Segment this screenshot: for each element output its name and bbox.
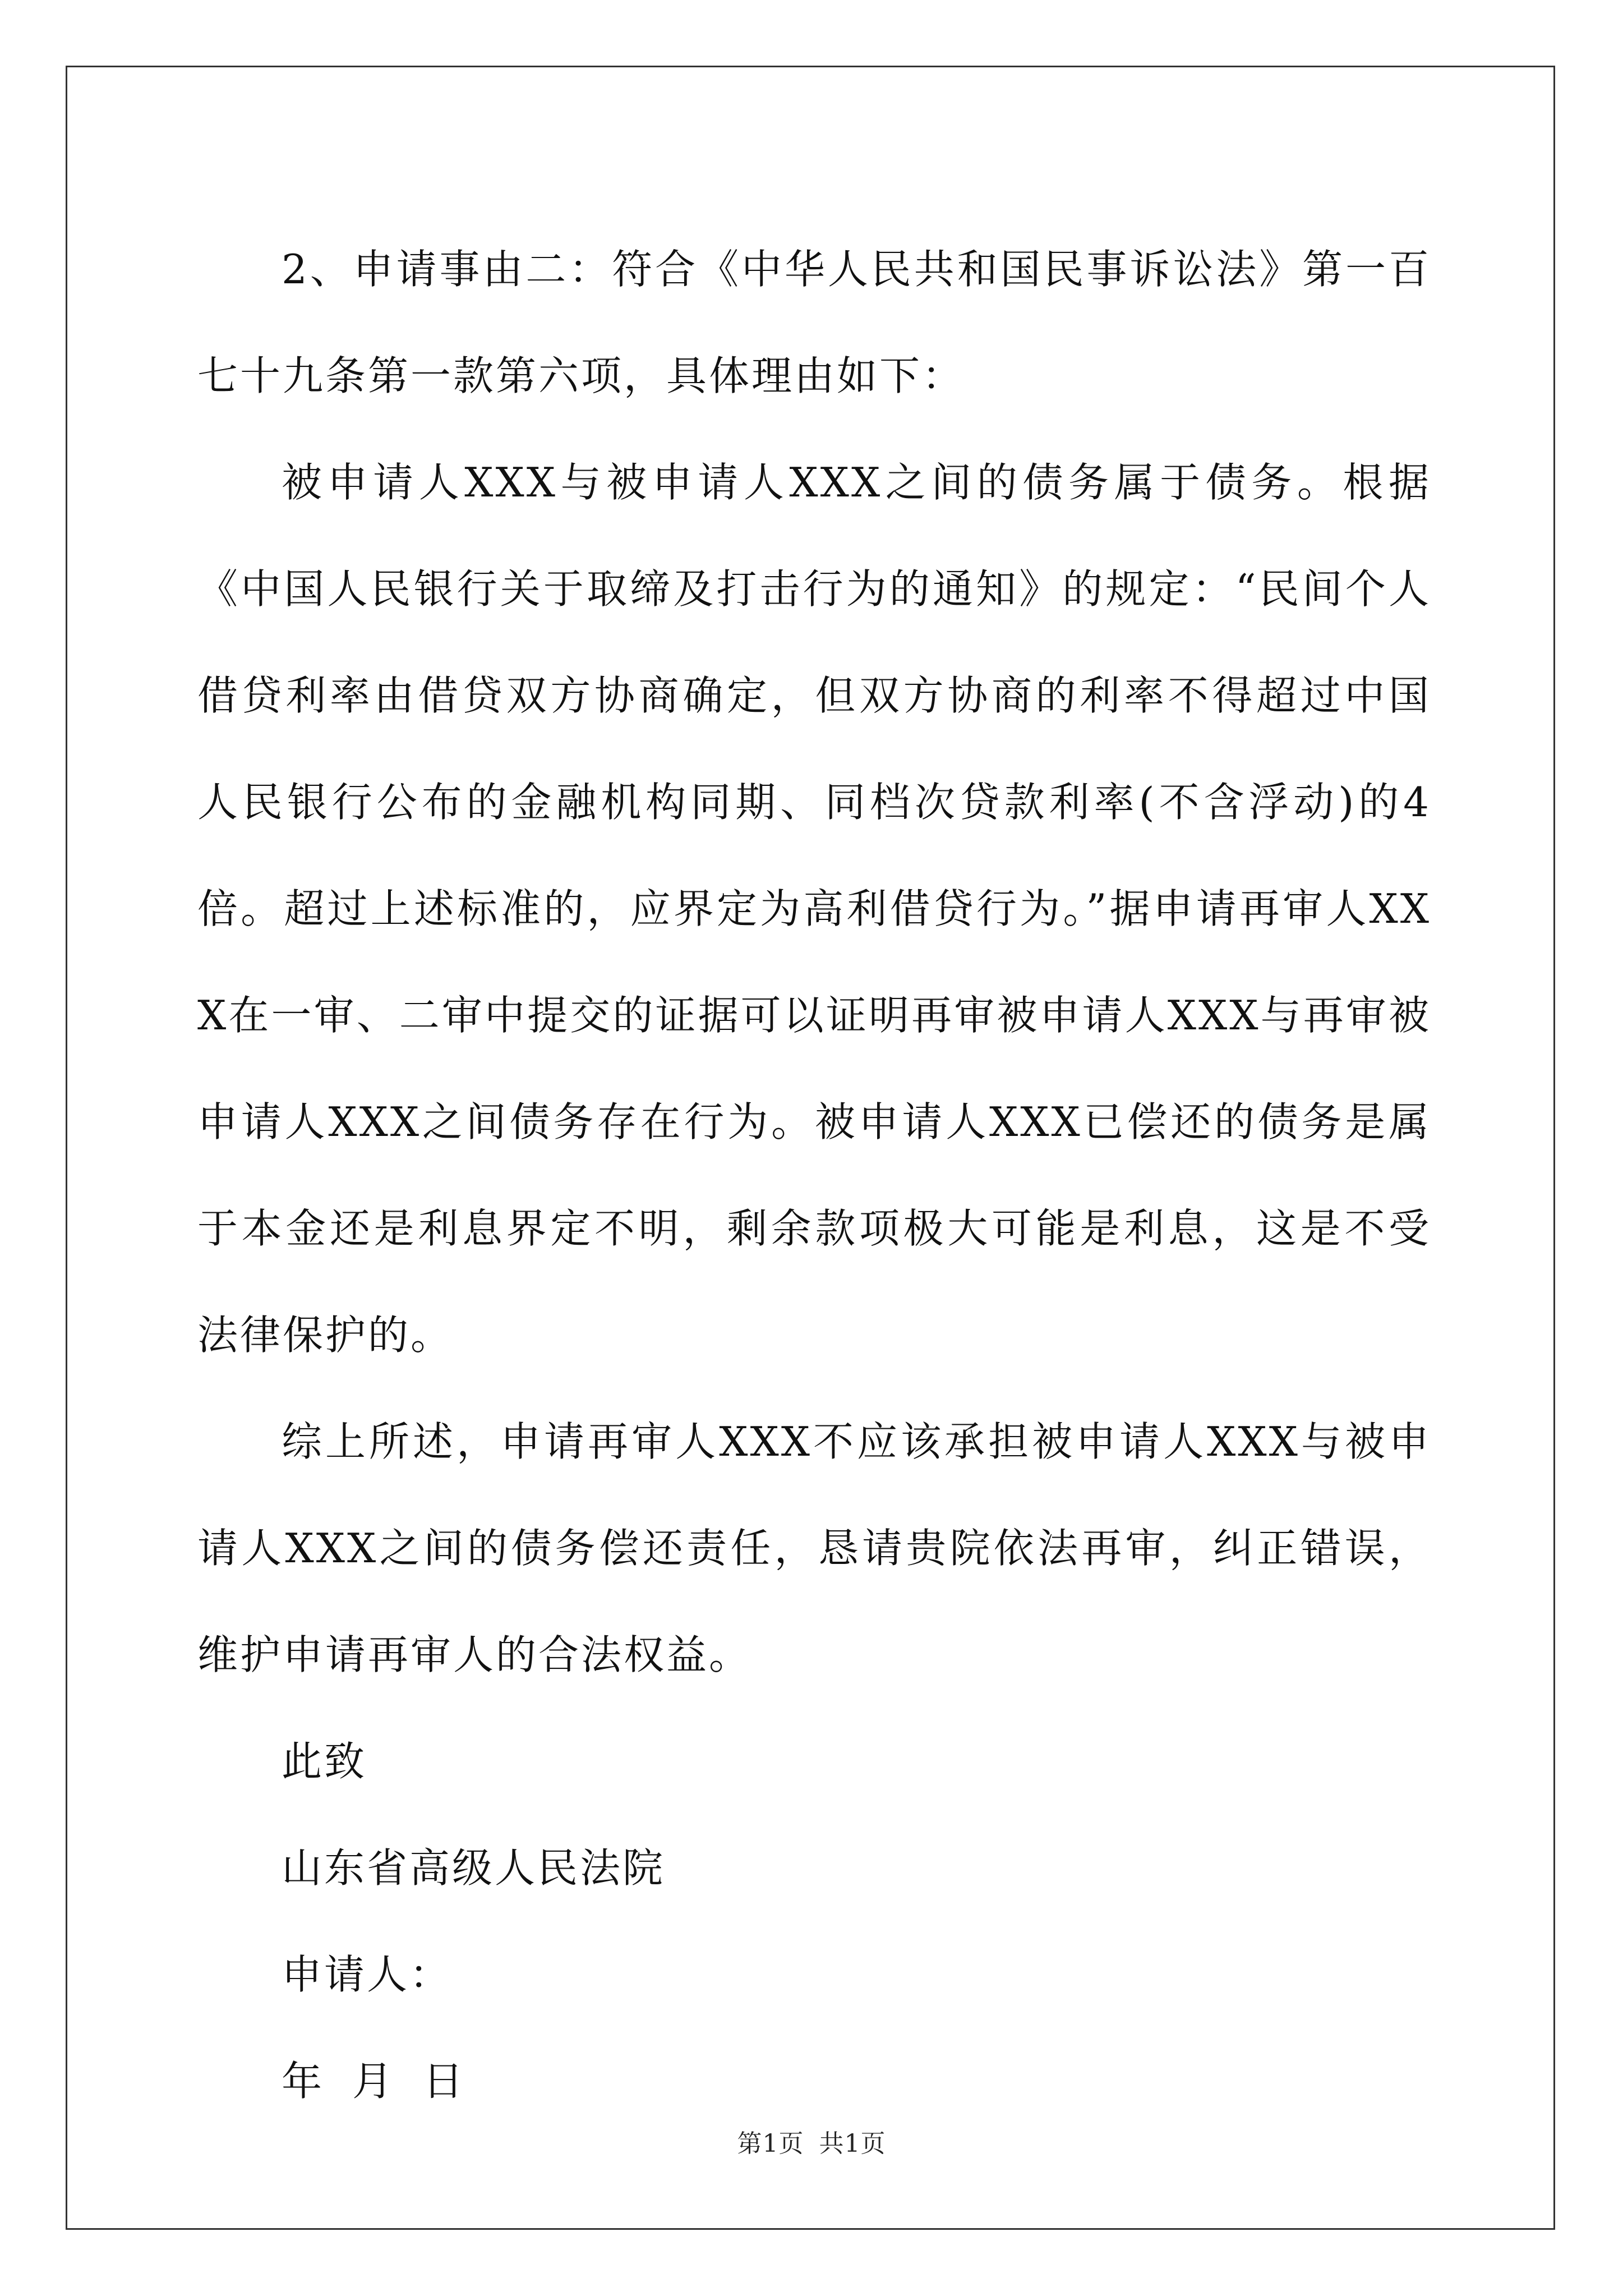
paragraph-conclusion: 综上所述，申请再审人XXX不应该承担被申请人XXX与被申请人XXX之间的债务偿还责任，恳请贵院依法再审，纠正错误，维护申请再审人的合法权益。 bbox=[197, 1418, 1431, 1678]
document-body bbox=[197, 216, 1431, 2134]
date-day: 日 bbox=[423, 2058, 466, 2105]
page-number-total: 共1页 bbox=[819, 2129, 886, 2158]
date-month: 月 bbox=[352, 2058, 395, 2105]
date-line bbox=[197, 2028, 1431, 2134]
paragraph-reason-two: 2、申请事由二：符合《中华人民共和国民事诉讼法》第一百七十九条第一款第六项，具体理由如下： bbox=[197, 246, 1431, 399]
paragraph-details: 被申请人XXX与被申请人XXX之间的债务属于债务。根据《中国人民银行关于取缔及打击行为的通知》的规定：“民间个人借贷利率由借贷双方协商确定，但双方协商的利率不得超过中国人民银行公布的金融机构同期、同档次贷款利率(不含浮动)的4倍。超过上述标准的，应界定为高利借贷行为。”据申请再审人XXX在一审、二审中提交的证据可以证明再审被申请人XXX与再审被申请人XXX之间债务存在行为。被申请人XXX已偿还的债务是属于本金还是利息界定不明，剩余款项极大可能是利息，这是不受法律保护的。 bbox=[197, 459, 1431, 1359]
closing-salutation: 此致 bbox=[282, 1738, 367, 1785]
court-name: 山东省高级人民法院 bbox=[282, 1844, 666, 1892]
page-number-current: 第1页 bbox=[737, 2129, 804, 2158]
date-year: 年 bbox=[282, 2058, 325, 2105]
applicant-label: 申请人： bbox=[282, 1951, 453, 1998]
page-footer bbox=[0, 2123, 1623, 2159]
